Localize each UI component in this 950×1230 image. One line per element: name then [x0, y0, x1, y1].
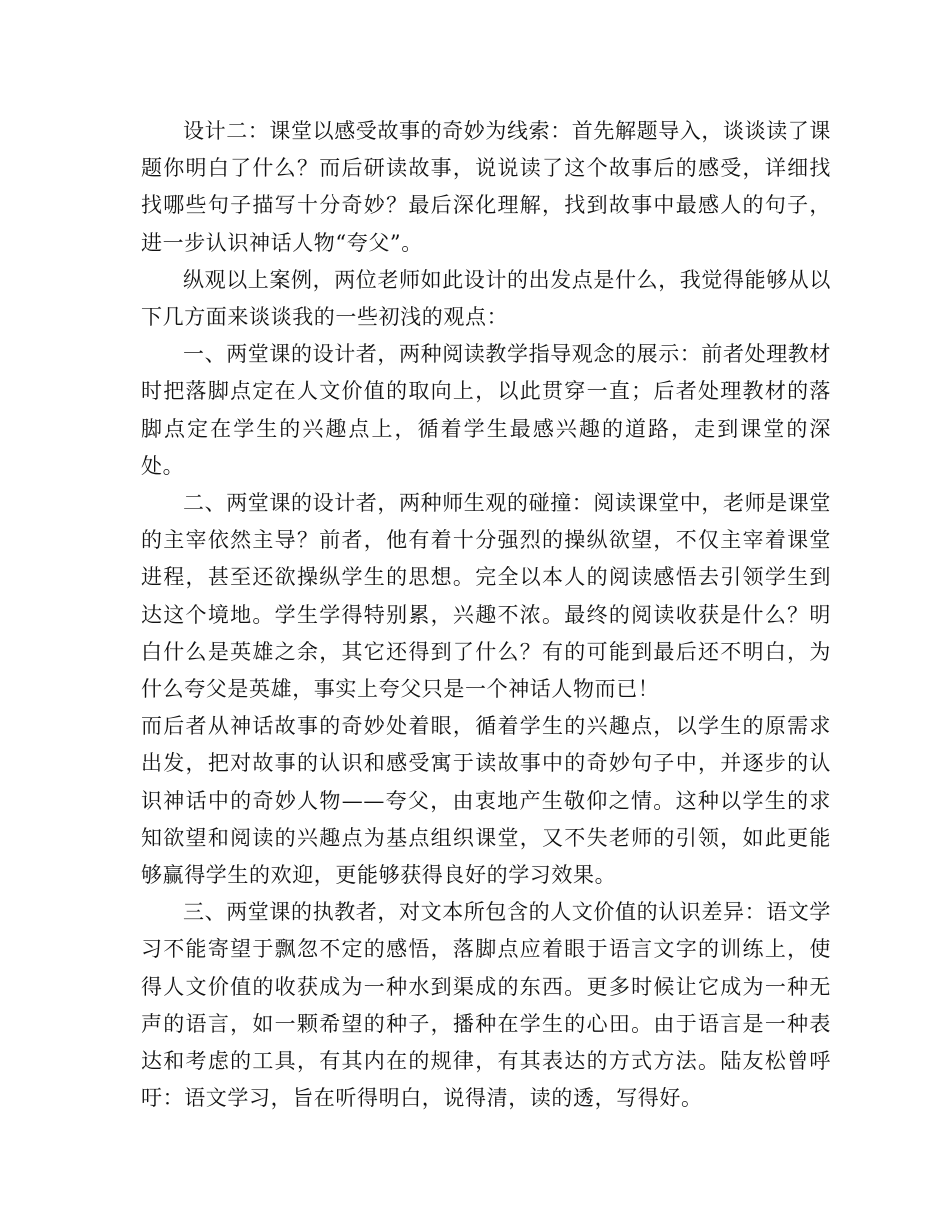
paragraph-point-one: 一、两堂课的设计者，两种阅读教学指导观念的展示：前者处理教材时把落脚点定在人文价值的取向上，以此贯穿一直；后者处理教材的落脚点定在学生的兴趣点上，循着学生最感兴趣的道路，走到课堂的深处。 — [141, 342, 831, 478]
document-body — [141, 113, 831, 1117]
paragraph-point-two: 二、两堂课的设计者，两种师生观的碰撞：阅读课堂中，老师是课堂的主宰依然主导？前者，他有着十分强烈的操纵欲望，不仅主宰着课堂进程，甚至还欲操纵学生的思想。完全以本人的阅读感悟去引领学生到达这个境地。学生学得特别累，兴趣不浓。最终的阅读收获是什么？明白什么是英雄之余，其它还得到了什么？有的可能到最后还不明白，为什么夸父是英雄，事实上夸父只是一个神话人物而已！ — [141, 491, 831, 702]
paragraph-point-two-continued: 而后者从神话故事的奇妙处着眼，循着学生的兴趣点，以学生的原需求出发，把对故事的认识和感受寓于读故事中的奇妙句子中，并逐步的认识神话中的奇妙人物——夸父，由衷地产生敬仰之情。这种以学生的求知欲望和阅读的兴趣点为基点组织课堂，又不失老师的引领，如此更能够赢得学生的欢迎，更能够获得良好的学习效果。 — [141, 714, 831, 888]
paragraph-point-three: 三、两堂课的执教者，对文本所包含的人文价值的认识差异：语文学习不能寄望于飘忽不定的感悟，落脚点应着眼于语言文字的训练上，使得人文价值的收获成为一种水到渠成的东西。更多时候让它成为一种无声的语言，如一颗希望的种子，播种在学生的心田。由于语言是一种表达和考虑的工具，有其内在的规律，有其表达的方式方法。陆友松曾呼吁：语文学习，旨在听得明白，说得清，读的透，写得好。 — [141, 900, 831, 1111]
paragraph-design-two: 设计二：课堂以感受故事的奇妙为线索：首先解题导入，谈谈读了课题你明白了什么？而后研读故事，说说读了这个故事后的感受，详细找找哪些句子描写十分奇妙？最后深化理解，找到故事中最感人的句子，进一步认识神话人物“夸父”。 — [141, 119, 831, 255]
paragraph-overview: 纵观以上案例，两位老师如此设计的出发点是什么，我觉得能够从以下几方面来谈谈我的一些初浅的观点： — [141, 267, 831, 330]
